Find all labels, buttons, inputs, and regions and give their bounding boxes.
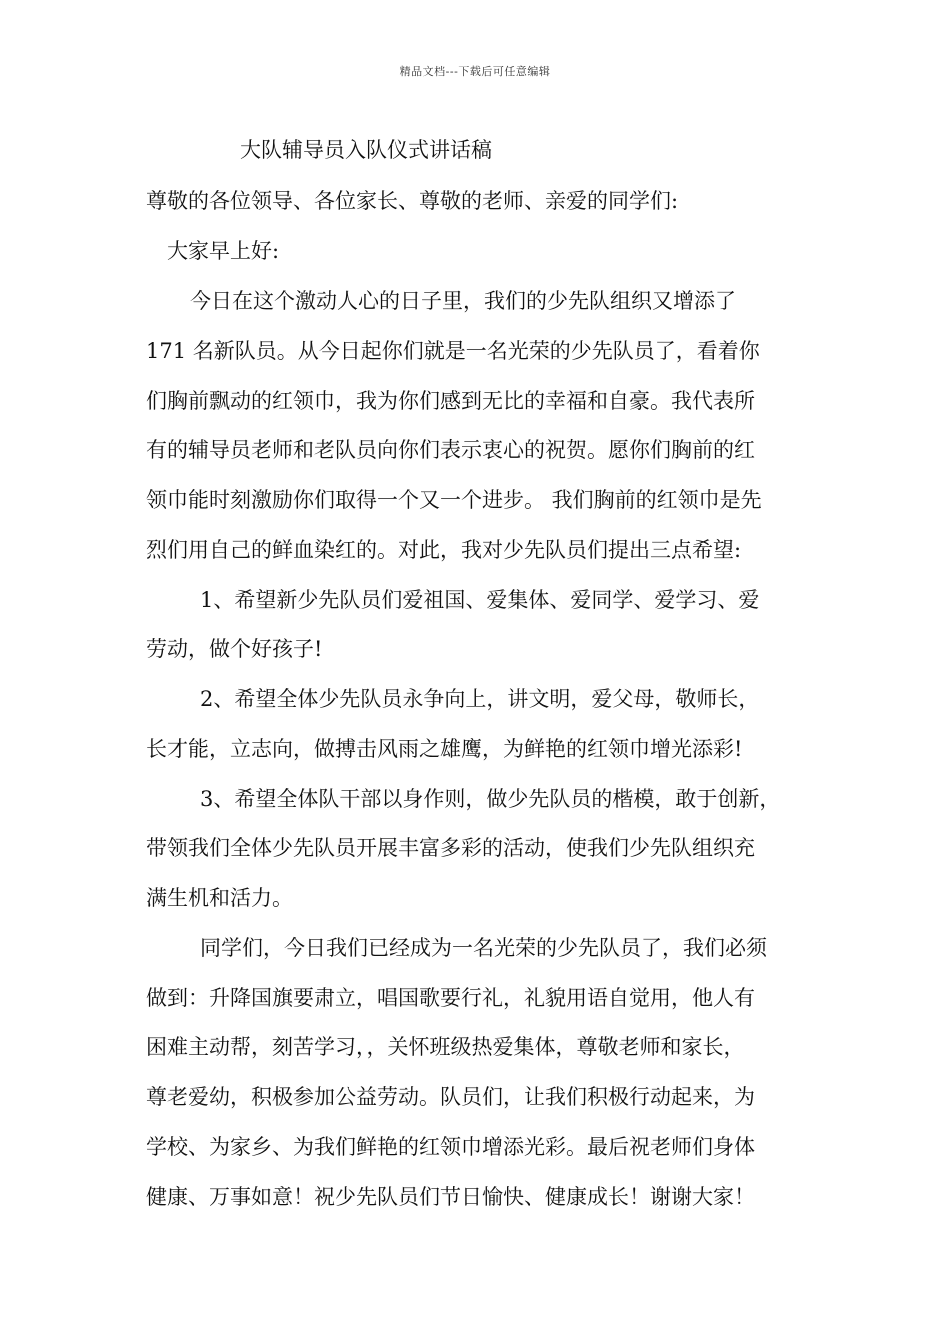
- body-line: 领巾能时刻激励你们取得一个又一个进步。 我们胸前的红领巾是先: [146, 488, 762, 512]
- closing-line: 学校、为家乡、为我们鲜艳的红领巾增添光彩。最后祝老师们身体: [146, 1135, 755, 1159]
- page-header: 精品文档---下载后可任意编辑: [399, 65, 551, 78]
- closing-line: 困难主动帮，刻苦学习，，关怀班级热爱集体，尊敬老师和家长，: [146, 1035, 745, 1059]
- hope-item-2-line: 长才能，立志向，做搏击风雨之雄鹰，为鲜艳的红领巾增光添彩!: [146, 737, 743, 761]
- hope-item-3-line: 带领我们全体少先队员开展丰富多彩的活动，使我们少先队组织充: [146, 836, 755, 860]
- document-title: 大队辅导员入队仪式讲话稿: [240, 138, 492, 162]
- closing-line: 同学们，今日我们已经成为一名光荣的少先队员了，我们必须: [200, 936, 767, 960]
- body-line: 今日在这个激动人心的日子里，我们的少先队组织又增添了: [190, 289, 736, 313]
- body-line: 烈们用自己的鲜血染红的。对此，我对少先队员们提出三点希望:: [146, 538, 742, 562]
- body-line: 有的辅导员老师和老队员向你们表示衷心的祝贺。愿你们胸前的红: [146, 438, 755, 462]
- hope-item-3-line: 满生机和活力。: [146, 886, 293, 910]
- hope-item-2-line: 2、希望全体少先队员永争向上，讲文明，爱父母，敬师长，: [200, 687, 760, 711]
- body-line: 们胸前飘动的红领巾，我为你们感到无比的幸福和自豪。我代表所: [146, 389, 755, 413]
- salutation-line: 尊敬的各位领导、各位家长、尊敬的老师、亲爱的同学们:: [146, 189, 679, 213]
- greeting-line: 大家早上好:: [167, 239, 280, 263]
- body-line: 171 名新队员。从今日起你们就是一名光荣的少先队员了，看着你: [146, 339, 760, 363]
- closing-line: 健康、万事如意！祝少先队员们节日愉快、健康成长！谢谢大家！: [146, 1185, 755, 1209]
- closing-line: 尊老爱幼，积极参加公益劳动。队员们，让我们积极行动起来，为: [146, 1085, 755, 1109]
- hope-item-1-line: 1、希望新少先队员们爱祖国、爱集体、爱同学、爱学习、爱: [200, 588, 760, 612]
- hope-item-3-line: 3、希望全体队干部以身作则，做少先队员的楷模，敢于创新，: [200, 787, 781, 811]
- closing-line: 做到：升降国旗要肃立，唱国歌要行礼，礼貌用语自觉用，他人有: [146, 986, 755, 1010]
- hope-item-1-line: 劳动，做个好孩子!: [146, 637, 323, 661]
